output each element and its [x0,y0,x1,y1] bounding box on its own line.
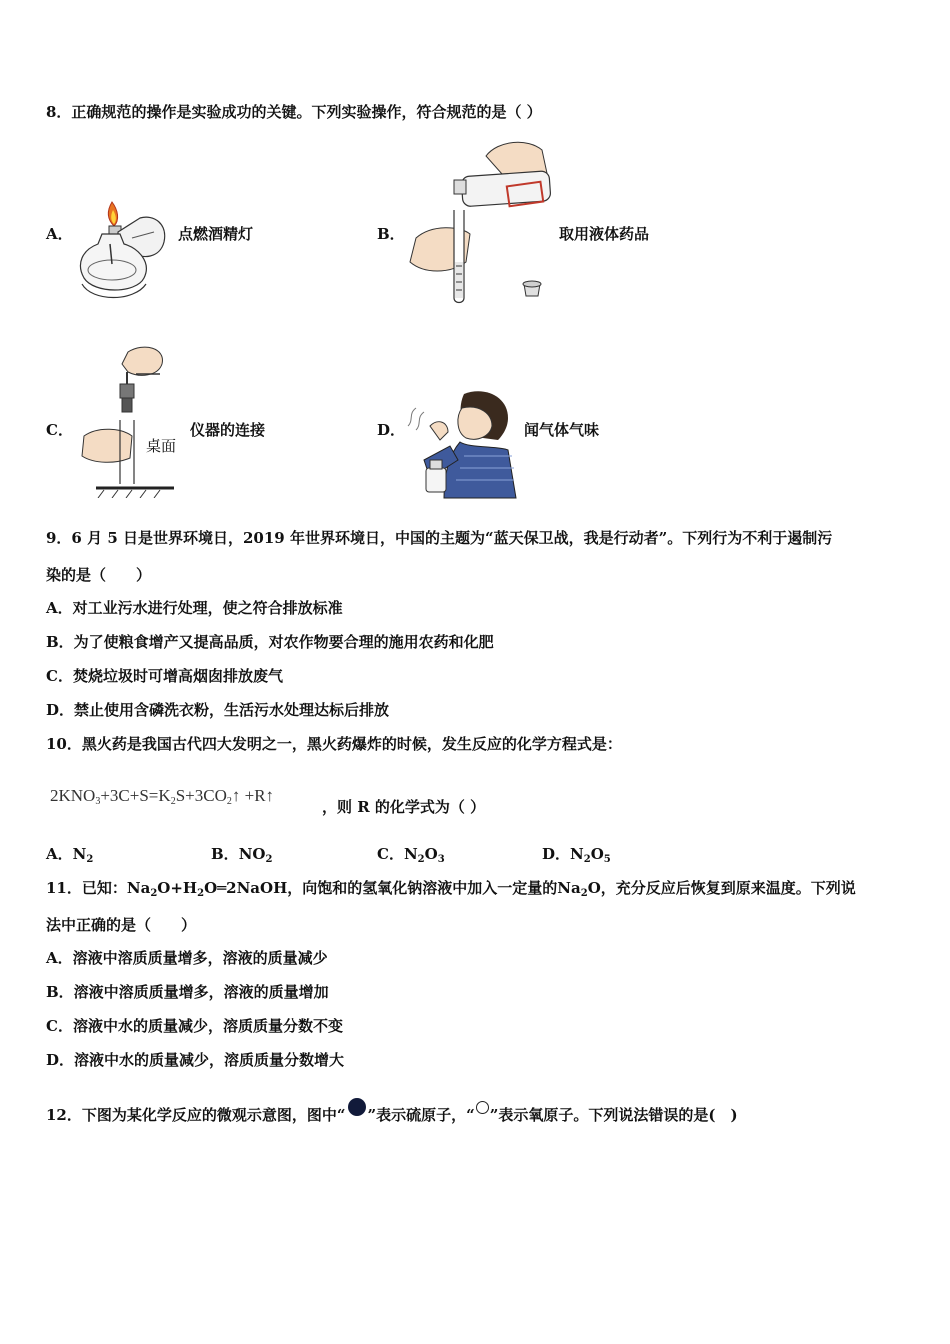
q9-option-a: A．对工业污水进行处理，使之符合排放标准 [46,599,343,617]
oxygen-atom-icon [476,1101,489,1114]
q11-stem-line1: 11．已知：$Na_2O+H_2O═2NaOH$，向饱和的氢氧化钠溶液中加入一定量的$Na_2O$，充分反应后恢复到原来温度。下列说 [46,879,856,899]
smelling-gas-illustration [404,386,520,502]
q8-desk-label: 桌面 [146,437,177,455]
pouring-liquid-illustration [402,134,562,306]
q8-option-b-caption: 取用液体药品 [559,225,650,243]
q12-stem: 12．下图为某化学反应的微观示意图，图中“ ”表示硫原子，“ ”表示氧原子。下列说法错误的是( ) [46,1098,738,1125]
q8-stem: 8．正确规范的操作是实验成功的关键。下列实验操作，符合规范的是（ ） [46,103,542,121]
q11-option-b: B．溶液中溶质质量增多，溶液的质量增加 [46,983,329,1001]
q8-option-c-caption: 仪器的连接 [190,421,266,439]
q10-equation-suffix: ，则 R 的化学式为（ ） [322,798,486,816]
q8-option-a-letter: A． [46,225,73,243]
q8-option-b-letter: B． [377,225,405,243]
q10-option-c: C．$N_2O_3$ [377,845,445,865]
q8-option-d-letter: D． [377,421,406,439]
q11-option-d: D．溶液中水的质量减少，溶质质量分数增大 [46,1051,345,1069]
q10-option-a: A．$N_2$ [46,845,94,865]
q9-option-d: D．禁止使用含磷洗衣粉，生活污水处理达标后排放 [46,701,390,719]
sulfur-atom-icon [348,1098,366,1116]
q9-option-c: C．焚烧垃圾时可增高烟囱排放废气 [46,667,283,685]
q8-option-c-letter: C． [46,421,73,439]
instrument-connection-illustration [74,344,178,498]
q11-stem-line2: 法中正确的是（ ） [46,916,197,934]
q10-stem: 10．黑火药是我国古代四大发明之一，黑火药爆炸的时候，发生反应的化学方程式是： [46,735,622,753]
q9-stem-line1: 9．6 月 5 日是世界环境日，2019 年世界环境日，中国的主题为“蓝天保卫战，我是行动者”。下列行为不利于遏制污 [46,529,833,547]
q10-option-b: B．$NO_2$ [211,845,273,865]
q11-option-c: C．溶液中水的质量减少，溶质质量分数不变 [46,1017,343,1035]
q11-option-a: A．溶液中溶质质量增多，溶液的质量减少 [46,949,328,967]
alcohol-lamp-illustration [72,198,172,304]
q9-stem-line2: 染的是（ ） [46,566,152,584]
q10-chemical-equation: $2KNO_3+3C+S=K_2S+3CO_2↑$ +R↑ [50,786,275,807]
q8-option-d-caption: 闻气体气味 [524,421,600,439]
q10-option-d: D．$N_2O_5$ [542,845,611,865]
q8-option-a-caption: 点燃酒精灯 [178,225,254,243]
q9-option-b: B．为了使粮食增产又提高品质，对农作物要合理的施用农药和化肥 [46,633,494,651]
